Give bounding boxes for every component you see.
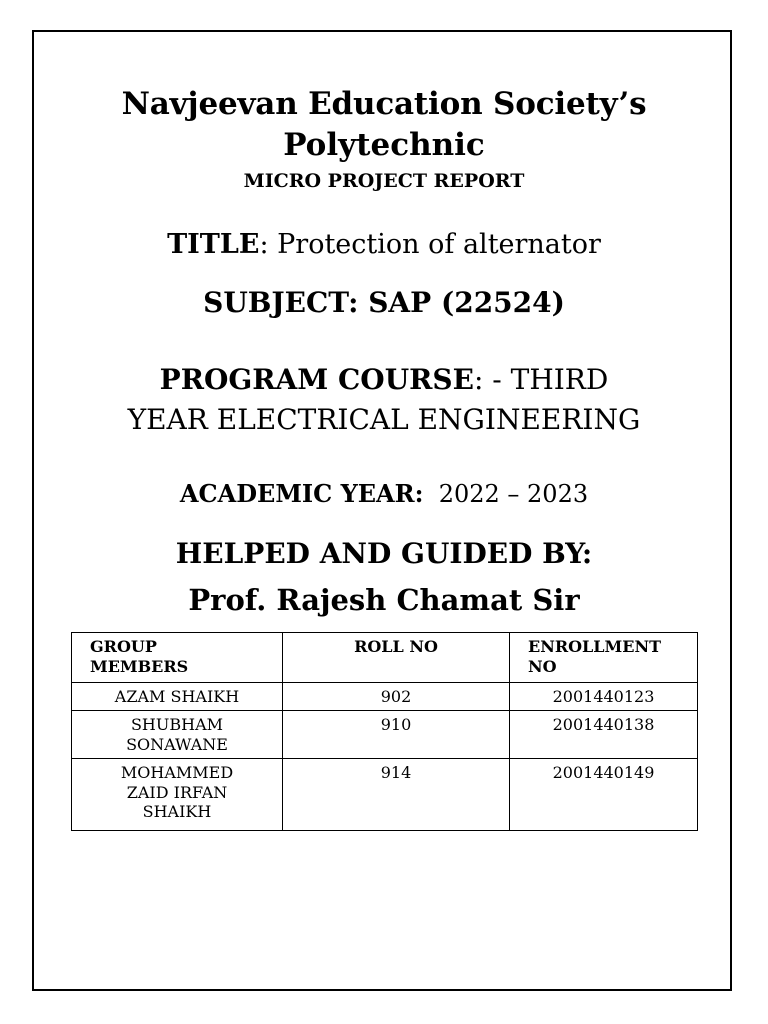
institution-name-line2: Polytechnic [283, 127, 485, 163]
table-row [72, 683, 698, 711]
academic-year [0, 479, 768, 508]
member-roll-no: 914 [283, 759, 510, 831]
header-roll-no: ROLL NO [283, 633, 510, 683]
program-value-line2: YEAR ELECTRICAL ENGINEERING [127, 403, 641, 436]
member-enrollment-no: 2001440138 [510, 711, 698, 759]
member-roll-no: 910 [283, 711, 510, 759]
guided-by-heading: HELPED AND GUIDED BY: [175, 537, 593, 570]
program-value-line1: : - THIRD [473, 363, 609, 396]
title-value: : Protection of alternator [259, 229, 601, 260]
table-row [72, 759, 698, 831]
institution-name-line1: Navjeevan Education Society’s [121, 86, 647, 122]
title-label: TITLE [167, 229, 260, 260]
academic-value: 2022 – 2023 [438, 480, 589, 508]
table-header-row [72, 633, 698, 683]
member-name: AZAM SHAIKH [72, 683, 283, 711]
guide-name: Prof. Rajesh Chamat Sir [188, 583, 580, 617]
academic-label: ACADEMIC YEAR: [179, 479, 424, 508]
program-course [0, 363, 768, 396]
member-name: SHUBHAM SONAWANE [72, 711, 283, 759]
project-title [0, 231, 768, 258]
report-type: MICRO PROJECT REPORT [243, 170, 525, 192]
program-label: PROGRAM COURSE [159, 363, 474, 396]
member-enrollment-no: 2001440123 [510, 683, 698, 711]
group-members-table [71, 632, 698, 831]
member-roll-no: 902 [283, 683, 510, 711]
member-name: MOHAMMED ZAID IRFAN SHAIKH [72, 759, 283, 831]
member-enrollment-no: 2001440149 [510, 759, 698, 831]
header-enrollment-no: ENROLLMENT NO [510, 633, 698, 683]
header-group-members: GROUP MEMBERS [72, 633, 283, 683]
subject: SUBJECT: SAP (22524) [203, 286, 565, 319]
table-row [72, 711, 698, 759]
